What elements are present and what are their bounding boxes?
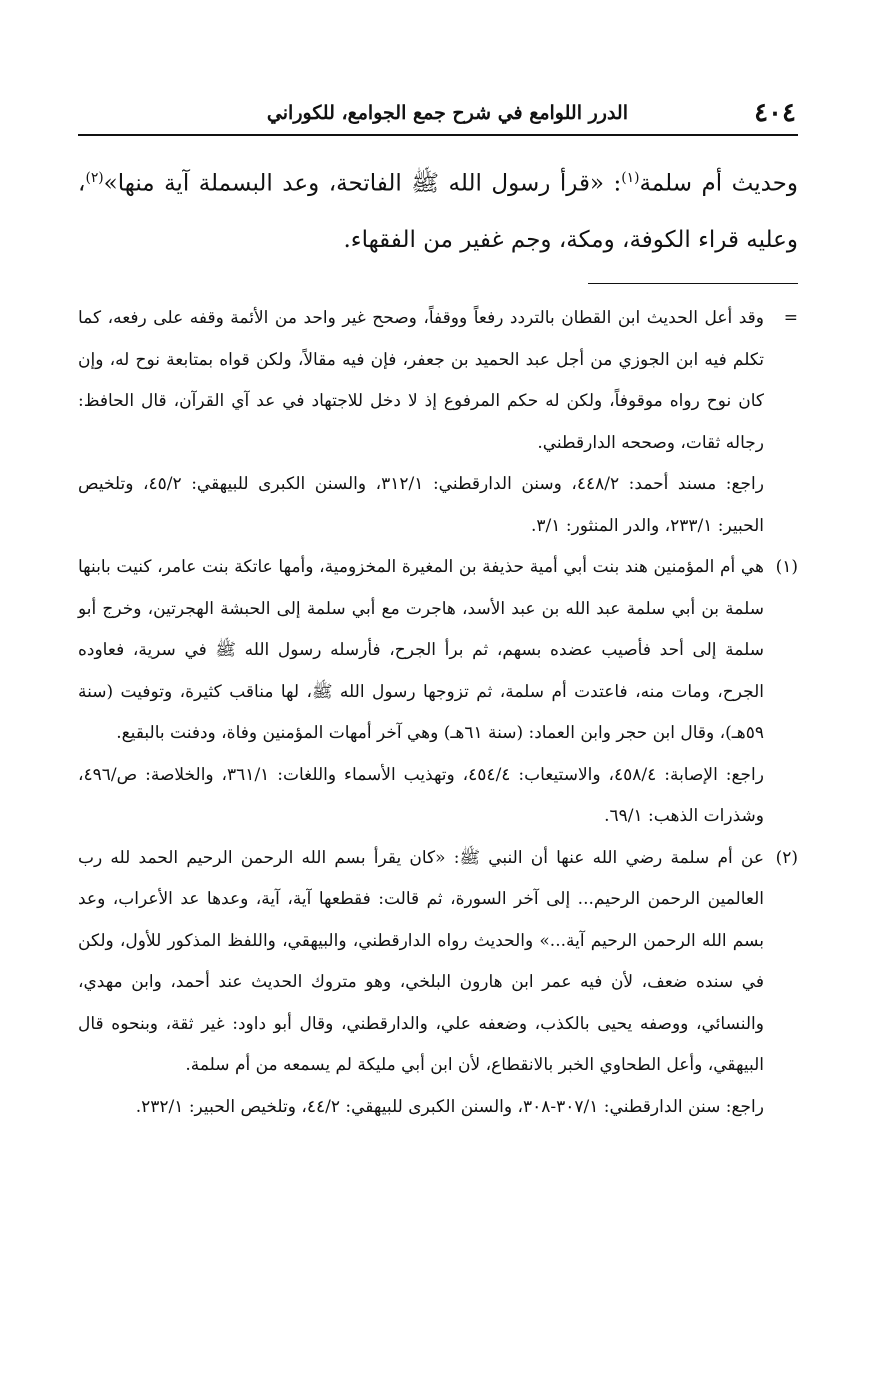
footnote-1-marker: (١)	[775, 557, 798, 578]
footnote-2-text: عن أم سلمة رضي الله عنها أن النبي ﷺ: «كان يقرأ بسم الله الرحمن الرحيم الحمد لله رب العالمين الرحمن الرحيم... إلى آخر السورة، ثم قالت: فقطعها آية، آية، وعدها عد الأعراب، وعد بسم الله الرحمن الرحيم آية...» والحديث رواه الدارقطني، والبيهقي، واللفظ المذكور للأول، ولكن في سنده ضعف، لأن فيه عمر ابن هارون البلخي، وهو متروك الحديث عند أحمد، وابن مهدي، والنسائي، ووصفه يحيى بالكذب، وضعفه علي، والدارقطني، وقال أبو داود: غير ثقة، وبنحوه قال البيهقي، وأعل الطحاوي الخبر بالانقطاع، لأن ابن أبي مليكة لم يسمعه من أم سلمة.	[78, 847, 764, 1076]
page-number: ٤٠٤	[754, 98, 796, 128]
footnote-continued	[78, 298, 798, 547]
main-text-part-3: ، وعليه قراء الكوفة، ومكة، وجم غفير من الفقهاء.	[78, 170, 798, 254]
continuation-marker: =	[783, 308, 798, 329]
footnotes-section	[78, 298, 798, 1128]
footnote-ref-1: (١)	[621, 170, 640, 186]
footnote-2	[78, 838, 798, 1129]
footnote-separator	[588, 283, 798, 284]
book-page	[78, 96, 798, 1128]
main-text	[78, 150, 798, 269]
main-text-part-1: وحديث أم سلمة	[639, 170, 798, 197]
footnote-ref-2: (٢)	[85, 170, 104, 186]
running-header	[78, 96, 798, 136]
footnote-2-refs: راجع: سنن الدارقطني: ٣٠٧/١-٣٠٨، والسنن الكبرى للبيهقي: ٤٤/٢، وتلخيص الحبير: ٢٣٢/١.	[135, 1096, 764, 1117]
book-title: الدرر اللوامع في شرح جمع الجوامع، للكوراني	[266, 102, 628, 124]
footnote-1-refs: راجع: الإصابة: ٤٥٨/٤، والاستيعاب: ٤٥٤/٤، وتهذيب الأسماء واللغات: ٣٦١/١، والخلاصة: ص/٤٩٦، وشذرات الذهب: ٦٩/١.	[78, 764, 764, 827]
footnote-1	[78, 547, 798, 838]
footnote-1-text: هي أم المؤمنين هند بنت أبي أمية حذيفة بن المغيرة المخزومية، وأمها عاتكة بنت عامر، كنيت بابنها سلمة بن أبي سلمة عبد الله بن عبد الأسد، هاجرت مع أبي سلمة إلى الحبشة الهجرتين، وخرج أبو سلمة إلى أحد فأصيب عضده بسهم، ثم برأ الجرح، فأرسله رسول الله ﷺ في سرية، فعاوده الجرح، ومات منه، فاعتدت أم سلمة، ثم تزوجها رسول الله ﷺ، لها مناقب كثيرة، وتوفيت (سنة ٥٩هـ)، وقال ابن حجر وابن العماد: (سنة ٦١هـ) وهي آخر أمهات المؤمنين وفاة، ودفنت بالبقيع.	[78, 557, 764, 744]
footnote-continued-text: وقد أعل الحديث ابن القطان بالتردد رفعاً ووقفاً، وصحح غير واحد من الأئمة وقفه على رفعه، كما تكلم فيه ابن الجوزي من أجل عبد الحميد بن جعفر، فإن فيه مقالاً، ولكن قواه بمتابعة نوح له، وإن كان نوح رواه موقوفاً، ولكن له حكم المرفوع إذ لا دخل للاجتهاد في عد آي القرآن، قال الحافظ: رجاله ثقات، وصححه الدارقطني.	[78, 308, 764, 453]
footnote-2-marker: (٢)	[775, 847, 798, 868]
footnote-continued-refs: راجع: مسند أحمد: ٤٤٨/٢، وسنن الدارقطني: ٣١٢/١، والسنن الكبرى للبيهقي: ٤٥/٢، وتلخيص الحبير: ٢٣٣/١، والدر المنثور: ٣/١.	[78, 474, 764, 536]
main-text-part-2: : «قرأ رسول الله ﷺ الفاتحة، وعد البسملة آية منها»	[103, 170, 622, 197]
